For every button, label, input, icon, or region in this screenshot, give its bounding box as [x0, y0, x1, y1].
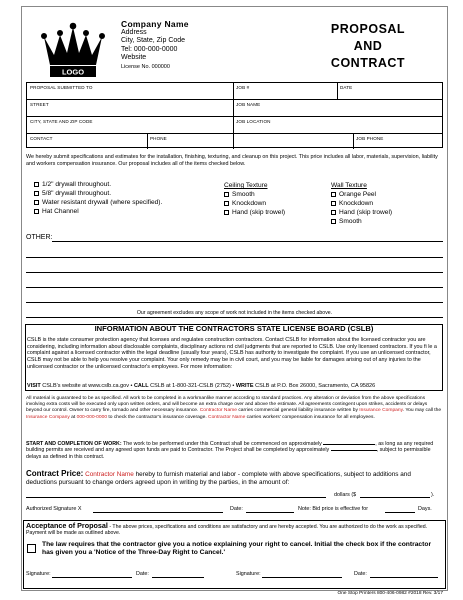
- acceptance-paragraph: [26, 523, 442, 537]
- wall-option-hand[interactable]: [331, 209, 392, 217]
- three-day-notice-text: The law requires that the contractor give you a notice explaining your right to cancel. Initial the check box if the contractor has given you a 'Notice of the Three-Day Right to Cancel.': [42, 541, 432, 556]
- crown-icon: [40, 21, 106, 79]
- checkbox-item-water-resistant[interactable]: [34, 199, 162, 207]
- write-label: WRITE: [235, 383, 254, 389]
- amount-number-line[interactable]: [360, 497, 430, 498]
- ceiling-option-knockdown[interactable]: [224, 200, 266, 208]
- company-city: City, State, Zip Code: [121, 37, 186, 44]
- ceiling-option-smooth[interactable]: [224, 191, 255, 199]
- other-line[interactable]: [26, 302, 443, 303]
- authorized-signature-line[interactable]: [93, 512, 223, 513]
- item-label: Hat Channel: [42, 208, 79, 215]
- company-website: Website: [121, 54, 147, 61]
- job-number-field[interactable]: JOB #: [236, 85, 250, 90]
- signature-1-line[interactable]: [52, 577, 132, 578]
- cslb-body: CSLB is the state consumer protection agency that licenses and regulates construction contractors. Contact CSLB for information about the licensed contractor you are considering, including information about disclosable complaints, disciplinary actions nd civil judgments that are reported to CSLB. Use only licensed contractors. If you fi le a complaint against a licensed contractor within the legal deadline (usually four years), CSLB has authority to investigate the complaint. If you use an unlicensed contractor, CSLB may not be able to help you resolve your complaint. Your only remedy may be in civil court, and you may be liable for damages arising out of any injuries to the unlicensed contractor or the unlicensed contractor's employees. For more information:: [27, 337, 437, 370]
- item-label: Knockdown: [339, 200, 374, 207]
- date-1-label: Date:: [136, 571, 149, 577]
- crown-logo: [40, 21, 106, 79]
- cslb-title: INFORMATION ABOUT THE CONTRACTORS STATE LICENSE BOARD (CSLB): [94, 324, 374, 333]
- ceiling-texture-heading: Ceiling Texture: [224, 182, 268, 189]
- call-label: CALL: [133, 383, 149, 389]
- dollars-label: dollars ($: [334, 492, 357, 498]
- grid-col-line: [147, 133, 148, 149]
- checkbox[interactable]: [331, 210, 336, 215]
- phone-field[interactable]: PHONE: [150, 136, 167, 141]
- grid-row-line: [27, 99, 442, 100]
- item-label: Orange Peel: [339, 191, 377, 198]
- days-label: Days.: [418, 506, 432, 512]
- checkbox[interactable]: [224, 192, 229, 197]
- contract-price-label: Contract Price:: [26, 469, 84, 478]
- guarantee-text: at: [71, 414, 76, 420]
- company-license: License No. 000000: [121, 63, 170, 70]
- grid-col-line: [337, 83, 338, 99]
- title-line-1: PROPOSAL: [330, 22, 406, 36]
- grid-col-line: [233, 83, 234, 149]
- guarantee-text: . You may call the: [402, 408, 442, 414]
- start-date-blank[interactable]: [323, 444, 375, 445]
- authorized-date-line[interactable]: [246, 512, 294, 513]
- title-line-2: AND: [353, 39, 383, 53]
- guarantee-text: carries workers' compensation insurance for all employees.: [246, 414, 375, 420]
- checkbox[interactable]: [331, 201, 336, 206]
- three-day-notice-checkbox[interactable]: [27, 544, 36, 553]
- printer-footer: One Stop Printers 800-406-0982 #2018 Rev. 3/17: [337, 591, 443, 596]
- checkbox[interactable]: [331, 192, 336, 197]
- company-name: Company Name: [121, 19, 189, 29]
- guarantee-text: carries commercial general liability insurance written by: [238, 408, 358, 414]
- write-text: CSLB at P.O. Box 26000, Sacramento, CA 95826: [255, 383, 376, 389]
- date-field[interactable]: DATE: [340, 85, 353, 90]
- grid-col-line: [353, 133, 354, 149]
- contact-field[interactable]: CONTACT: [30, 136, 53, 141]
- city-state-zip-field[interactable]: CITY, STATE AND ZIP CODE: [30, 119, 93, 124]
- checkbox[interactable]: [34, 191, 39, 196]
- start-text: , subject to permissible delays as defined in this contract.: [26, 447, 431, 460]
- completion-date-blank[interactable]: [331, 450, 377, 451]
- logo-text: LOGO: [61, 67, 85, 77]
- visit-text: CSLB's website at www.cslb.ca.gov •: [42, 383, 133, 389]
- start-completion-paragraph: [26, 441, 442, 460]
- item-label: 5/8" drywall throughout.: [42, 190, 112, 197]
- item-label: Knockdown: [232, 200, 267, 207]
- checkbox[interactable]: [34, 209, 39, 214]
- checkbox[interactable]: [34, 182, 39, 187]
- item-label: Smooth: [232, 191, 255, 198]
- checkbox[interactable]: [224, 201, 229, 206]
- other-line[interactable]: [26, 287, 443, 288]
- grid-row-line: [27, 116, 442, 117]
- job-name-field[interactable]: JOB NAME: [236, 102, 261, 107]
- wall-option-orange-peel[interactable]: [331, 191, 376, 199]
- job-location-field[interactable]: JOB LOCATION: [236, 119, 271, 124]
- signature-2-label: Signature:: [236, 571, 261, 577]
- other-line[interactable]: [52, 241, 443, 242]
- proposal-submitted-to-field[interactable]: PROPOSAL SUBMITTED TO: [30, 85, 93, 90]
- title-line-3: CONTRACT: [330, 56, 406, 70]
- acceptance-text: - The above prices, specifications and conditions are satisfactory and are hereby accepted. You are authorized to do the work as specified. Payment will be made as outlined above.: [26, 524, 428, 537]
- guarantee-paragraph: [26, 396, 442, 421]
- amount-words-line[interactable]: [26, 497, 326, 498]
- other-line[interactable]: [26, 257, 443, 258]
- start-text: The work to be performed under this Contract shall be commenced on approximately: [123, 441, 322, 447]
- bid-note-label: Note: Bid price is effective for: [298, 506, 369, 512]
- checkbox[interactable]: [224, 210, 229, 215]
- call-text: CSLB at 1-800-321-CSLB (2752) •: [150, 383, 235, 389]
- other-line[interactable]: [26, 317, 443, 318]
- company-tel: Tel: 000-000-0000: [121, 45, 178, 53]
- guarantee-text: to check the contractor's insurance coverage.: [108, 414, 207, 420]
- authorized-signature-label: Authorized Signature X: [26, 506, 82, 512]
- wall-texture-heading: Wall Texture: [331, 182, 367, 189]
- checkbox-item-five-eighths[interactable]: [34, 190, 111, 198]
- contractor-name-placeholder: Contractor Name: [208, 414, 246, 420]
- checkbox[interactable]: [34, 200, 39, 205]
- signature-2-line[interactable]: [262, 577, 342, 578]
- date-1-line[interactable]: [152, 577, 204, 578]
- item-label: Smooth: [339, 218, 362, 225]
- start-text: , as long as any required building permits are received and any agreed upon funds are paid to Contractor. The Project shall be completed by approximately: [26, 441, 434, 454]
- checkbox-item-half-inch[interactable]: [34, 181, 111, 189]
- start-label: START AND COMPLETION OF WORK:: [26, 441, 122, 447]
- contractor-name-placeholder: Contractor Name: [199, 408, 237, 414]
- contract-price-paragraph: [26, 470, 442, 486]
- signature-1-label: Signature:: [26, 571, 51, 577]
- contract-price-text: hereby to furnish material and labor - complete with above specifications, subject to additions and deductions pursuant to change orders agreed upon in writing by the parties, in the amount of:: [26, 471, 411, 486]
- acceptance-label: Acceptance of Proposal: [26, 521, 108, 530]
- exclusion-note: Our agreement excludes any scope of work not included in the items checked above.: [136, 310, 333, 316]
- job-info-grid: [26, 82, 443, 148]
- wall-option-knockdown[interactable]: [331, 200, 373, 208]
- cslb-box: [25, 324, 443, 391]
- checkbox-item-hat-channel[interactable]: [34, 208, 79, 216]
- insurance-company-placeholder: Insurance Company: [26, 414, 70, 420]
- other-label: OTHER:: [26, 234, 53, 241]
- document-title: [318, 21, 418, 72]
- company-address: Address: [121, 28, 147, 36]
- bid-days-line[interactable]: [385, 512, 415, 513]
- visit-label: VISIT: [27, 383, 41, 389]
- item-label: Hand (skip trowel): [232, 209, 286, 216]
- ceiling-option-hand[interactable]: [224, 209, 285, 217]
- contractor-name-placeholder: Contractor Name: [85, 471, 134, 478]
- checkbox[interactable]: [331, 219, 336, 224]
- guarantee-text: All material is guaranteed to be as specified. All work to be completed in a workmanlike manner according to standard practices. Any alteration or deviation from the above specifications involving extra costs will be executed only upon written orders, and will become an extra charge over and above the estimate. All agreements contingent upon strikes, accidents or delays beyond our control. Owner to carry fire, tornado and other necessary insurance.: [26, 396, 428, 414]
- company-info: [121, 20, 189, 71]
- wall-option-smooth[interactable]: [331, 218, 362, 226]
- other-line[interactable]: [26, 272, 443, 273]
- item-label: Hand (skip trowel): [339, 209, 393, 216]
- date-2-line[interactable]: [370, 577, 438, 578]
- item-label: 1/2" drywall throughout.: [42, 181, 112, 188]
- insurance-company-placeholder: Insurance Company: [359, 408, 403, 414]
- street-field[interactable]: STREET: [30, 102, 49, 107]
- item-label: Water resistant drywall (where specified).: [42, 199, 163, 206]
- insurance-phone-placeholder: 000-000-0000: [76, 414, 108, 420]
- authorized-date-label: Date:: [230, 506, 243, 512]
- grid-row-line: [27, 133, 442, 134]
- job-phone-field[interactable]: JOB PHONE: [356, 136, 384, 141]
- intro-paragraph: We hereby submit specifications and estimates for the installation, finishing, texturing, and cleanup on this project. This price includes all labor, materials, supervision, liability and workers compensation insurance. Our proposal includes all of the items checked below.: [26, 154, 438, 167]
- date-2-label: Date:: [354, 571, 367, 577]
- dollars-end: ).: [431, 492, 435, 498]
